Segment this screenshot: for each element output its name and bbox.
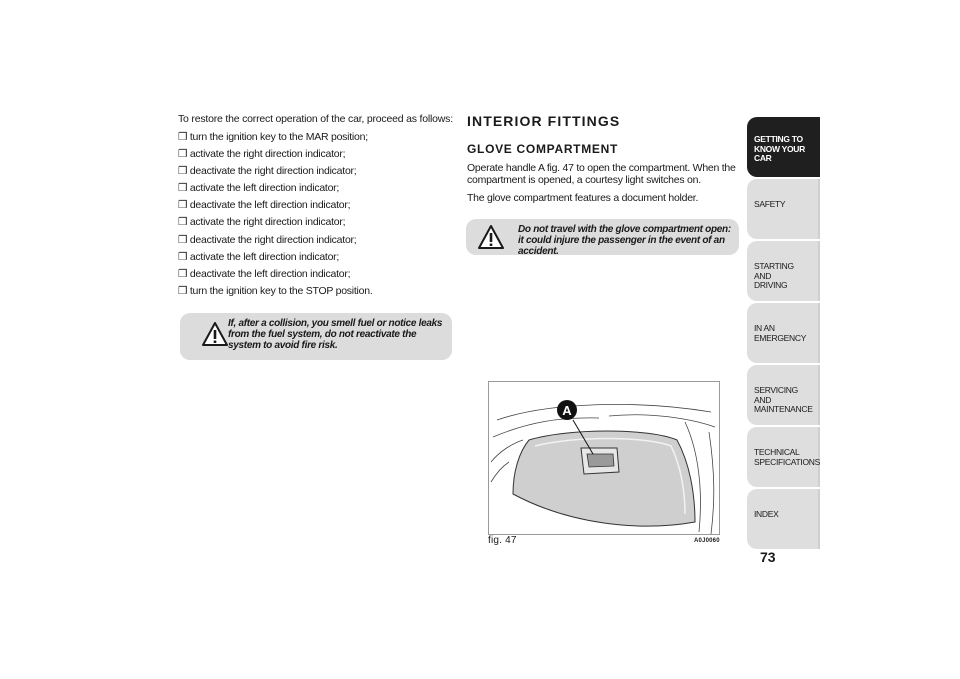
glove-warning-text: Do not travel with the glove compartment open: it could injure the passenger in the event of an accident.: [518, 224, 731, 257]
glove-paragraph-2: The glove compartment features a document holder.: [467, 192, 699, 204]
tab-starting-and-driving[interactable]: STARTING AND DRIVING: [747, 241, 820, 301]
page-number: 73: [760, 549, 776, 565]
glove-warning-box: [466, 219, 739, 255]
checkbox-icon: ❒: [178, 165, 188, 178]
warning-triangle-icon: [478, 225, 504, 249]
checkbox-icon: ❒: [178, 284, 188, 297]
list-item: ❒ deactivate the right direction indicator;: [178, 165, 357, 178]
checkbox-icon: ❒: [178, 182, 188, 195]
figure-label: fig. 47: [488, 535, 517, 546]
section-heading: INTERIOR FITTINGS: [467, 113, 621, 129]
figure-code: A0J0060: [694, 538, 720, 544]
checkbox-icon: ❒: [178, 216, 188, 229]
checkbox-icon: ❒: [178, 148, 188, 161]
tab-getting-to-know-your-car[interactable]: GETTING TO KNOW YOUR CAR: [747, 117, 820, 177]
intro-text: To restore the correct operation of the car, proceed as follows:: [178, 113, 453, 125]
section-subheading: GLOVE COMPARTMENT: [467, 142, 619, 156]
list-item: ❒ activate the left direction indicator;: [178, 182, 340, 195]
glove-paragraph-1: Operate handle A fig. 47 to open the compartment. When the compartment is opened, a courtesy light switches on.: [467, 162, 736, 187]
checkbox-icon: ❒: [178, 250, 188, 263]
checkbox-icon: ❒: [178, 199, 188, 212]
tab-safety[interactable]: SAFETY: [747, 179, 820, 239]
list-item: ❒ activate the right direction indicator;: [178, 216, 346, 229]
tab-technical-specifications[interactable]: TECHNICAL SPECIFICATIONS: [747, 427, 820, 487]
list-item: ❒ deactivate the left direction indicator;: [178, 199, 351, 212]
tab-servicing-and-maintenance[interactable]: SERVICING AND MAINTENANCE: [747, 365, 820, 425]
fuel-warning-text: If, after a collision, you smell fuel or notice leaks from the fuel system, do not reactivate the system to avoid fire risk.: [228, 318, 443, 351]
list-item: ❒ activate the left direction indicator;: [178, 250, 340, 263]
steps-list: [178, 129, 453, 300]
left-column: [178, 113, 453, 300]
list-item: ❒ deactivate the right direction indicator;: [178, 233, 357, 246]
warning-triangle-icon: [202, 322, 228, 346]
tab-index[interactable]: INDEX: [747, 489, 820, 549]
figure-callout-a: A: [562, 403, 572, 418]
glove-compartment-illustration: [489, 382, 719, 534]
checkbox-icon: ❒: [178, 233, 188, 246]
checkbox-icon: ❒: [178, 131, 188, 143]
list-item: ❒ deactivate the left direction indicator;: [178, 267, 351, 280]
list-item: ❒ turn the ignition key to the MAR position;: [178, 131, 368, 143]
list-item: ❒ turn the ignition key to the STOP position.: [178, 284, 373, 297]
fuel-warning-box: [180, 313, 452, 360]
tab-in-an-emergency[interactable]: IN AN EMERGENCY: [747, 303, 820, 363]
glove-compartment-figure: [488, 381, 720, 535]
checkbox-icon: ❒: [178, 267, 188, 280]
list-item: ❒ activate the right direction indicator;: [178, 148, 346, 161]
